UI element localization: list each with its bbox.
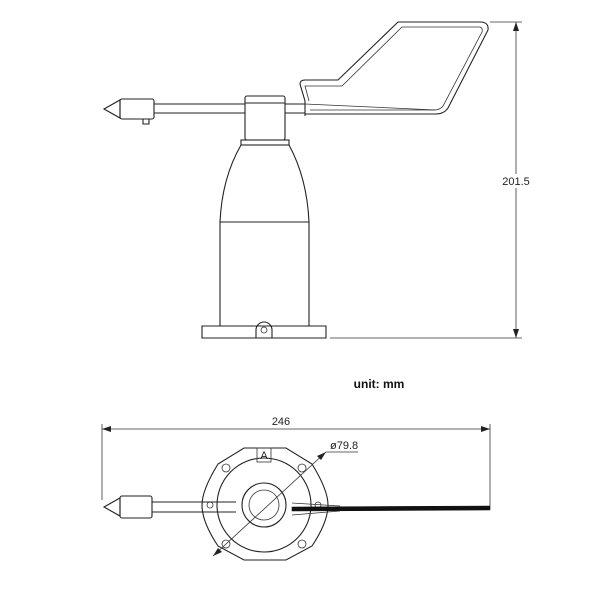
diameter-dimension-label: ø79.8: [330, 440, 359, 452]
top-nose: [104, 496, 236, 518]
orientation-mark: A: [260, 450, 268, 462]
width-dimension-label: 246: [271, 416, 291, 428]
height-dimension: [330, 22, 538, 338]
housing-body: [220, 140, 309, 326]
side-view: [104, 22, 538, 338]
height-dimension-label: 201.5: [502, 176, 530, 188]
counterweight-nose: [104, 99, 154, 124]
diameter-dimension: [213, 440, 358, 556]
top-view: [102, 416, 490, 560]
base-flange: [202, 322, 326, 338]
width-dimension: [102, 416, 490, 506]
hub: [245, 96, 285, 140]
unit-label: unit: mm: [353, 377, 405, 391]
tail-fin: [300, 22, 488, 114]
top-tail: [292, 503, 490, 515]
